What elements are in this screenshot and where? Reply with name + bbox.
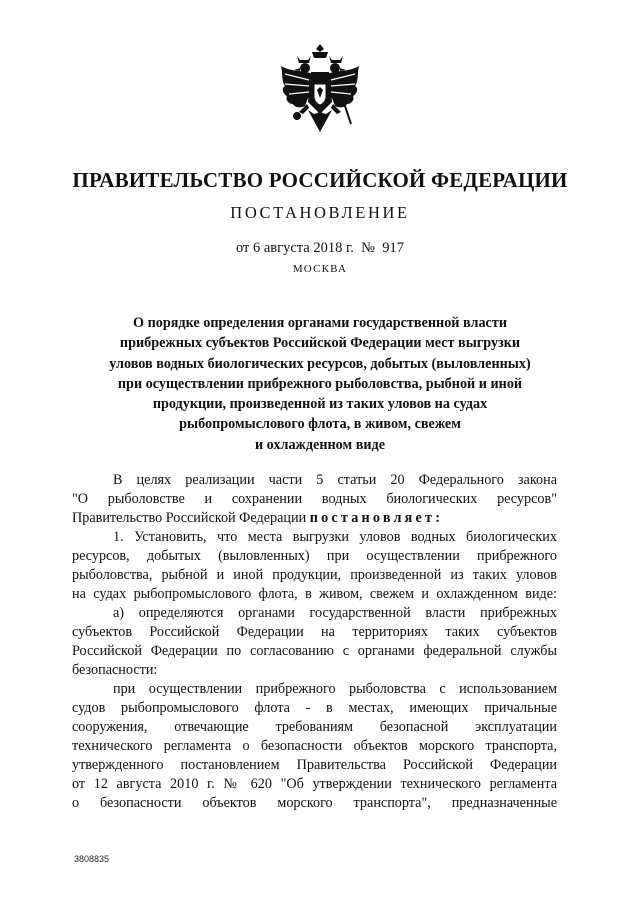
heading-line: прибрежных субъектов Российской Федерации мест выгрузки [119, 335, 521, 352]
body-line: технического регламента о безопасности объектов морского транспорта, [72, 738, 557, 754]
decree-verb: постановляет: [309, 510, 444, 526]
document-city: МОСКВА [292, 263, 348, 275]
body-line: ресурсов, добытых (выловленных) при осуществлении прибрежного [72, 548, 557, 564]
document-type: ПОСТАНОВЛЕНИЕ [230, 203, 410, 222]
document-body [72, 471, 557, 813]
body-line: на судах рыбопромыслового флота, в живом, свежем и охлажденном виде: [72, 586, 557, 602]
government-title: ПРАВИТЕЛЬСТВО РОССИЙСКОЙ ФЕДЕРАЦИИ [72, 168, 568, 192]
document-code: 3808835 [74, 854, 110, 864]
body-line: от 12 августа 2010 г. № 620 "Об утверждении технического регламента [72, 776, 557, 792]
heading-line: уловов водных биологических ресурсов, добытых (выловленных) [109, 355, 531, 372]
body-line [72, 509, 557, 528]
coat-of-arms-icon [273, 40, 367, 142]
body-line: утвержденного постановлением Правительства Российской Федерации [72, 757, 557, 773]
heading-line: продукции, произведенной из таких уловов на судах [152, 396, 488, 413]
body-line: рыболовства, рыбной и иной продукции, произведенной из таких уловов [72, 567, 557, 583]
body-line: Российской Федерации по согласованию с органами федеральной службы [72, 643, 557, 659]
document-date-number: от 6 августа 2018 г. № 917 [235, 240, 405, 256]
body-line: субъектов Российской Федерации на территориях таких субъектов [72, 624, 557, 640]
body-line: судов рыбопромыслового флота - в местах, имеющих причальные [72, 700, 557, 716]
body-line: безопасности: [72, 662, 158, 678]
heading-line: при осуществлении прибрежного рыболовства, рыбной и иной [117, 375, 523, 392]
body-line: 1. Установить, что места выгрузки уловов водных биологических [113, 529, 557, 545]
body-line: о безопасности объектов морского транспорта", предназначенные [72, 795, 557, 811]
body-line: а) определяются органами государственной власти прибрежных [113, 605, 557, 621]
heading-line: О порядке определения органами государственной власти [132, 315, 507, 331]
body-line-text: Правительство Российской Федерации [72, 510, 310, 526]
heading-line: и охлажденном виде [254, 436, 386, 453]
heading-line: рыбопромыслового флота, в живом, свежем [179, 416, 461, 433]
document-heading [70, 313, 570, 455]
body-line: "О рыболовстве и сохранении водных биологических ресурсов" [72, 491, 557, 507]
body-line: В целях реализации части 5 статьи 20 Федерального закона [113, 472, 557, 488]
body-line: сооружения, отвечающие требованиям безопасной эксплуатации [72, 719, 557, 735]
body-line: при осуществлении прибрежного рыболовства с использованием [113, 681, 557, 697]
